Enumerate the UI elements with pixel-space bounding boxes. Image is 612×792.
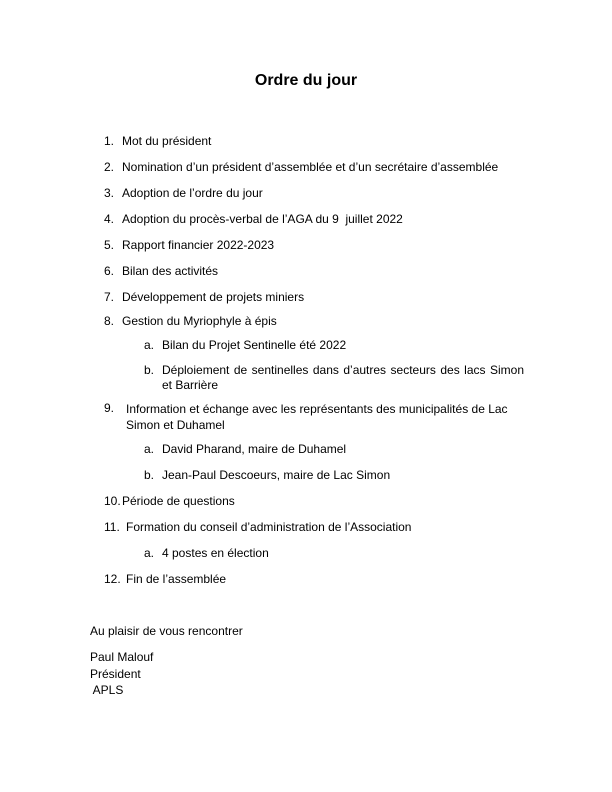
item-number: 8.: [104, 314, 115, 328]
item-number: 9.: [104, 401, 115, 415]
agenda-item: Adoption du procès-verbal de l’AGA du 9 juillet 2022: [122, 212, 403, 226]
closing-text: Au plaisir de vous rencontrer: [90, 624, 243, 638]
agenda-subitem: Jean-Paul Descoeurs, maire de Lac Simon: [162, 468, 391, 482]
item-number: 4.: [104, 212, 115, 226]
item-number: 1.: [104, 134, 115, 148]
agenda-item: Gestion du Myriophyle à épis: [122, 314, 277, 328]
subitem-letter: a.: [144, 442, 155, 456]
agenda-item: Information et échange avec les représentants des municipalités de Lac Simon et Duhamel: [126, 402, 508, 432]
item-number: 5.: [104, 238, 115, 252]
item-number: 11.: [104, 520, 120, 534]
agenda-item: Fin de l’assemblée: [126, 572, 227, 586]
signature-role: Président: [90, 667, 141, 681]
agenda-item: Formation du conseil d’administration de l’Association: [126, 520, 412, 534]
agenda-subitem: Déploiement de sentinelles dans d’autres secteurs des lacs Simon et Barrière: [162, 363, 524, 392]
item-number: 10.: [104, 494, 121, 508]
agenda-subitem: 4 postes en élection: [162, 546, 269, 560]
agenda-item: Adoption de l’ordre du jour: [122, 186, 263, 200]
agenda-subitem: David Pharand, maire de Duhamel: [162, 442, 347, 456]
agenda-subitem: Bilan du Projet Sentinelle été 2022: [162, 338, 347, 352]
agenda-item: Bilan des activités: [122, 264, 219, 278]
signature-org: APLS: [90, 683, 124, 697]
item-number: 2.: [104, 160, 115, 174]
subitem-letter: a.: [144, 338, 155, 352]
signature-name: Paul Malouf: [90, 650, 154, 664]
agenda-item: Période de questions: [122, 494, 235, 508]
agenda-item: Développement de projets miniers: [122, 290, 305, 304]
subitem-letter: a.: [144, 546, 155, 560]
agenda-item: Rapport financier 2022-2023: [122, 238, 275, 252]
subitem-letter: b.: [144, 363, 155, 377]
page-title: Ordre du jour: [254, 72, 358, 89]
item-number: 7.: [104, 290, 115, 304]
item-number: 12.: [104, 572, 121, 586]
item-number: 3.: [104, 186, 115, 200]
agenda-item: Nomination d’un président d’assemblée et d’un secrétaire d’assemblée: [122, 160, 499, 174]
subitem-letter: b.: [144, 468, 155, 482]
agenda-item: Mot du président: [122, 134, 212, 148]
item-number: 6.: [104, 264, 115, 278]
